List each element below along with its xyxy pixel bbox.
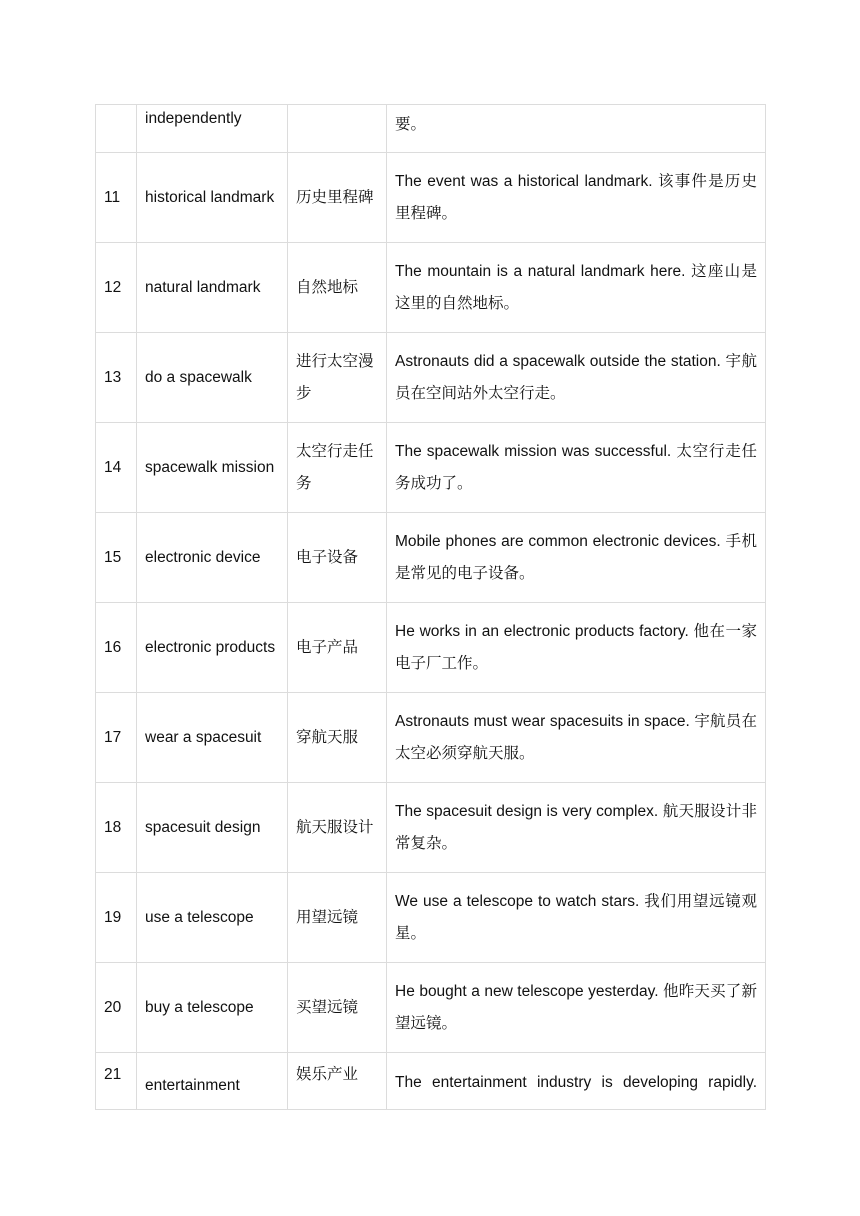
table-row [96, 153, 766, 243]
phrase-cell: use a telescope [137, 873, 288, 963]
phrase-cell: wear a spacesuit [137, 693, 288, 783]
chinese-meaning-cell: 太空行走任务 [288, 423, 387, 513]
row-number: 21 [96, 1053, 137, 1110]
chinese-meaning-cell: 用望远镜 [288, 873, 387, 963]
row-number: 14 [96, 423, 137, 513]
phrase-cell: do a spacewalk [137, 333, 288, 423]
chinese-meaning-cell: 电子设备 [288, 513, 387, 603]
chinese-meaning-cell: 穿航天服 [288, 693, 387, 783]
phrase-cell: natural landmark [137, 243, 288, 333]
example-sentence-cell: The mountain is a natural landmark here. 这座山是这里的自然地标。 [387, 243, 766, 333]
table-row [96, 243, 766, 333]
row-number: 11 [96, 153, 137, 243]
example-sentence-cell: The event was a historical landmark. 该事件是历史里程碑。 [387, 153, 766, 243]
row-number: 17 [96, 693, 137, 783]
table-row [96, 1053, 766, 1110]
table-row [96, 783, 766, 873]
phrase-cell: spacewalk mission [137, 423, 288, 513]
chinese-meaning-cell: 航天服设计 [288, 783, 387, 873]
chinese-meaning-cell [288, 105, 387, 153]
table-row [96, 963, 766, 1053]
phrase-cell: historical landmark [137, 153, 288, 243]
phrase-cell: entertainment [137, 1053, 288, 1110]
row-number: 16 [96, 603, 137, 693]
example-sentence-cell: He bought a new telescope yesterday. 他昨天买了新望远镜。 [387, 963, 766, 1053]
phrase-cell: independently [137, 105, 288, 153]
chinese-meaning-cell: 买望远镜 [288, 963, 387, 1053]
example-sentence-cell: He works in an electronic products factory. 他在一家电子厂工作。 [387, 603, 766, 693]
chinese-meaning-cell: 历史里程碑 [288, 153, 387, 243]
table-row [96, 603, 766, 693]
vocabulary-table [95, 104, 766, 1110]
phrase-cell: electronic device [137, 513, 288, 603]
table-row [96, 693, 766, 783]
table-row [96, 513, 766, 603]
example-sentence-cell: The entertainment industry is developing rapidly. [387, 1053, 766, 1110]
row-number: 20 [96, 963, 137, 1053]
table-row [96, 423, 766, 513]
row-number: 18 [96, 783, 137, 873]
example-sentence-cell: Mobile phones are common electronic devices. 手机是常见的电子设备。 [387, 513, 766, 603]
example-sentence-cell: Astronauts must wear spacesuits in space. 宇航员在太空必须穿航天服。 [387, 693, 766, 783]
table-row [96, 333, 766, 423]
phrase-cell: buy a telescope [137, 963, 288, 1053]
table-row [96, 105, 766, 153]
example-sentence-cell: The spacesuit design is very complex. 航天服设计非常复杂。 [387, 783, 766, 873]
example-sentence-cell: Astronauts did a spacewalk outside the station. 宇航员在空间站外太空行走。 [387, 333, 766, 423]
row-number: 19 [96, 873, 137, 963]
phrase-cell: spacesuit design [137, 783, 288, 873]
chinese-meaning-cell: 自然地标 [288, 243, 387, 333]
row-number: 15 [96, 513, 137, 603]
example-sentence-cell: The spacewalk mission was successful. 太空行走任务成功了。 [387, 423, 766, 513]
chinese-meaning-cell: 电子产品 [288, 603, 387, 693]
example-sentence-cell: 要。 [387, 105, 766, 153]
chinese-meaning-cell: 进行太空漫步 [288, 333, 387, 423]
row-number: 13 [96, 333, 137, 423]
table-row [96, 873, 766, 963]
row-number [96, 105, 137, 153]
row-number: 12 [96, 243, 137, 333]
example-sentence-cell: We use a telescope to watch stars. 我们用望远镜观星。 [387, 873, 766, 963]
chinese-meaning-cell: 娱乐产业 [288, 1053, 387, 1110]
phrase-cell: electronic products [137, 603, 288, 693]
